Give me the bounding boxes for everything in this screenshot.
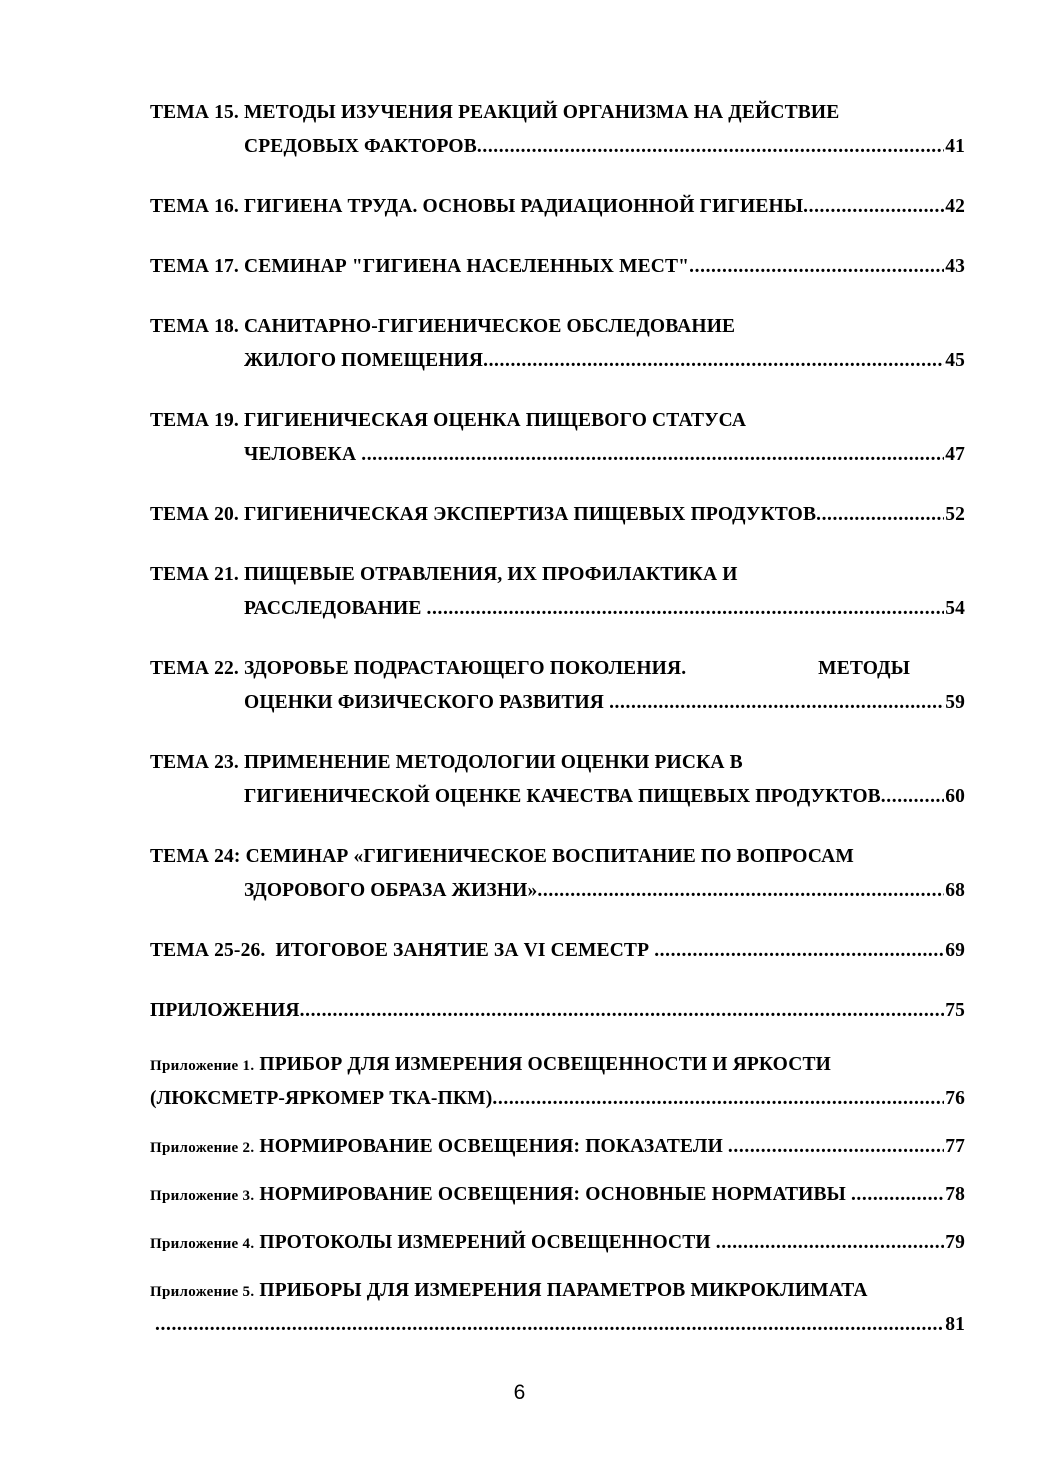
toc-entry-theme-20[interactable] [150, 498, 965, 532]
dot-leader [477, 130, 944, 164]
toc-page-number: 68 [945, 880, 965, 901]
toc-entry-title-end: МЕТОДЫ [818, 658, 910, 679]
toc-entry-title-continued: (ЛЮКСМЕТР-ЯРКОМЕР ТКА-ПКМ) [150, 1088, 493, 1109]
dot-leader [881, 780, 944, 814]
toc-entry-title: ТЕМА 18. САНИТАРНО-ГИГИЕНИЧЕСКОЕ ОБСЛЕДОВАНИЕ [150, 316, 736, 337]
toc-page-number: 52 [945, 504, 965, 525]
toc-entry-title-continued: ЖИЛОГО ПОМЕЩЕНИЯ [244, 350, 484, 371]
toc-entry-appendices[interactable] [150, 994, 965, 1028]
toc-entry-title: ТЕМА 25-26. ИТОГОВОЕ ЗАНЯТИЕ ЗА VI СЕМЕСТР [150, 940, 655, 961]
toc-entry-title: ТЕМА 20. ГИГИЕНИЧЕСКАЯ ЭКСПЕРТИЗА ПИЩЕВЫХ ПРОДУКТОВ [150, 504, 817, 525]
dot-leader [300, 994, 945, 1028]
toc-entry-title: ТЕМА 19. ГИГИЕНИЧЕСКАЯ ОЦЕНКА ПИЩЕВОГО СТАТУСА [150, 410, 747, 431]
toc-entry-theme-23[interactable] [150, 746, 965, 814]
toc-entry-title: ТЕМА 21. ПИЩЕВЫЕ ОТРАВЛЕНИЯ, ИХ ПРОФИЛАКТИКА И [150, 564, 738, 585]
toc-entry-theme-16[interactable] [150, 190, 965, 224]
toc-entry-theme-24[interactable] [150, 840, 965, 908]
toc-page-number: 45 [945, 350, 965, 371]
dot-leader [427, 592, 945, 626]
appendix-prefix: Приложение 4. [150, 1236, 255, 1252]
toc-entry-theme-18[interactable] [150, 310, 965, 378]
toc-page-number: 60 [945, 786, 965, 807]
toc-entry-appendix-4[interactable] [150, 1226, 965, 1260]
dot-leader [728, 1130, 944, 1164]
appendix-prefix: Приложение 2. [150, 1140, 255, 1156]
toc-entry-theme-19[interactable] [150, 404, 965, 472]
dot-leader [716, 1226, 944, 1260]
dot-leader [492, 1082, 944, 1116]
dot-leader [609, 686, 944, 720]
table-of-contents [150, 96, 965, 1356]
toc-entry-appendix-1[interactable] [150, 1048, 965, 1116]
toc-entry-title: НОРМИРОВАНИЕ ОСВЕЩЕНИЯ: ОСНОВНЫЕ НОРМАТИВЫ [254, 1184, 851, 1205]
toc-entry-title: ПРИБОРЫ ДЛЯ ИЗМЕРЕНИЯ ПАРАМЕТРОВ МИКРОКЛИМАТА [254, 1280, 868, 1301]
toc-entry-appendix-5[interactable] [150, 1274, 965, 1342]
toc-entry-title-continued: РАССЛЕДОВАНИЕ [244, 598, 427, 619]
toc-entry-appendix-2[interactable] [150, 1130, 965, 1164]
toc-entry-title: НОРМИРОВАНИЕ ОСВЕЩЕНИЯ: ПОКАЗАТЕЛИ [254, 1136, 728, 1157]
dot-leader [361, 438, 944, 472]
toc-entry-appendix-3[interactable] [150, 1178, 965, 1212]
dot-leader [483, 344, 944, 378]
dot-leader [537, 874, 944, 908]
toc-entry-title: ТЕМА 16. ГИГИЕНА ТРУДА. ОСНОВЫ РАДИАЦИОННОЙ ГИГИЕНЫ [150, 196, 804, 217]
toc-entry-title-continued: ЧЕЛОВЕКА [244, 444, 362, 465]
toc-entry-title: ПРИБОР ДЛЯ ИЗМЕРЕНИЯ ОСВЕЩЕННОСТИ И ЯРКОСТИ [254, 1054, 831, 1075]
toc-page-number: 42 [945, 196, 965, 217]
dot-leader [803, 190, 944, 224]
toc-entry-title-continued: СРЕДОВЫХ ФАКТОРОВ [244, 136, 477, 157]
toc-entry-title: ПРИЛОЖЕНИЯ [150, 1000, 300, 1021]
toc-entry-title-continued: ЗДОРОВОГО ОБРАЗА ЖИЗНИ» [244, 880, 538, 901]
toc-page-number: 75 [945, 1000, 965, 1021]
toc-entry-title: ТЕМА 15. МЕТОДЫ ИЗУЧЕНИЯ РЕАКЦИЙ ОРГАНИЗМА НА ДЕЙСТВИЕ [150, 102, 840, 123]
dot-leader [689, 250, 944, 284]
toc-entry-title: ПРОТОКОЛЫ ИЗМЕРЕНИЙ ОСВЕЩЕННОСТИ [254, 1232, 716, 1253]
appendix-prefix: Приложение 3. [150, 1188, 255, 1204]
appendix-prefix: Приложение 5. [150, 1284, 255, 1300]
toc-entry-theme-21[interactable] [150, 558, 965, 626]
toc-entry-title: ТЕМА 23. ПРИМЕНЕНИЕ МЕТОДОЛОГИИ ОЦЕНКИ РИСКА В [150, 752, 743, 773]
toc-entry-title-continued: ГИГИЕНИЧЕСКОЙ ОЦЕНКЕ КАЧЕСТВА ПИЩЕВЫХ ПРОДУКТОВ [244, 786, 881, 807]
toc-page-number: 77 [945, 1136, 965, 1157]
toc-entry-theme-17[interactable] [150, 250, 965, 284]
appendix-prefix: Приложение 1. [150, 1058, 255, 1074]
toc-entry-theme-15[interactable] [150, 96, 965, 164]
toc-entry-title-continued: ОЦЕНКИ ФИЗИЧЕСКОГО РАЗВИТИЯ [244, 692, 610, 713]
toc-entry-theme-25-26[interactable] [150, 934, 965, 968]
toc-page-number: 69 [945, 940, 965, 961]
toc-page-number: 43 [945, 256, 965, 277]
toc-page-number: 59 [945, 692, 965, 713]
dot-leader [654, 934, 944, 968]
toc-page-number: 81 [945, 1314, 965, 1335]
toc-page-number: 79 [945, 1232, 965, 1253]
toc-page-number: 47 [945, 444, 965, 465]
toc-entry-title: ТЕМА 22. ЗДОРОВЬЕ ПОДРАСТАЮЩЕГО ПОКОЛЕНИЯ. [150, 658, 687, 679]
dot-leader [816, 498, 944, 532]
toc-entry-title: ТЕМА 24: СЕМИНАР «ГИГИЕНИЧЕСКОЕ ВОСПИТАНИЕ ПО ВОПРОСАМ [150, 846, 854, 867]
toc-entry-title: ТЕМА 17. СЕМИНАР "ГИГИЕНА НАСЕЛЕННЫХ МЕСТ" [150, 256, 690, 277]
toc-page-number: 41 [945, 136, 965, 157]
toc-page-number: 54 [945, 598, 965, 619]
dot-leader [155, 1308, 944, 1342]
dot-leader [851, 1178, 944, 1212]
toc-page-number: 76 [945, 1088, 965, 1109]
toc-entry-theme-22[interactable] [150, 652, 965, 720]
page-number: 6 [513, 1381, 526, 1404]
toc-page-number: 78 [945, 1184, 965, 1205]
